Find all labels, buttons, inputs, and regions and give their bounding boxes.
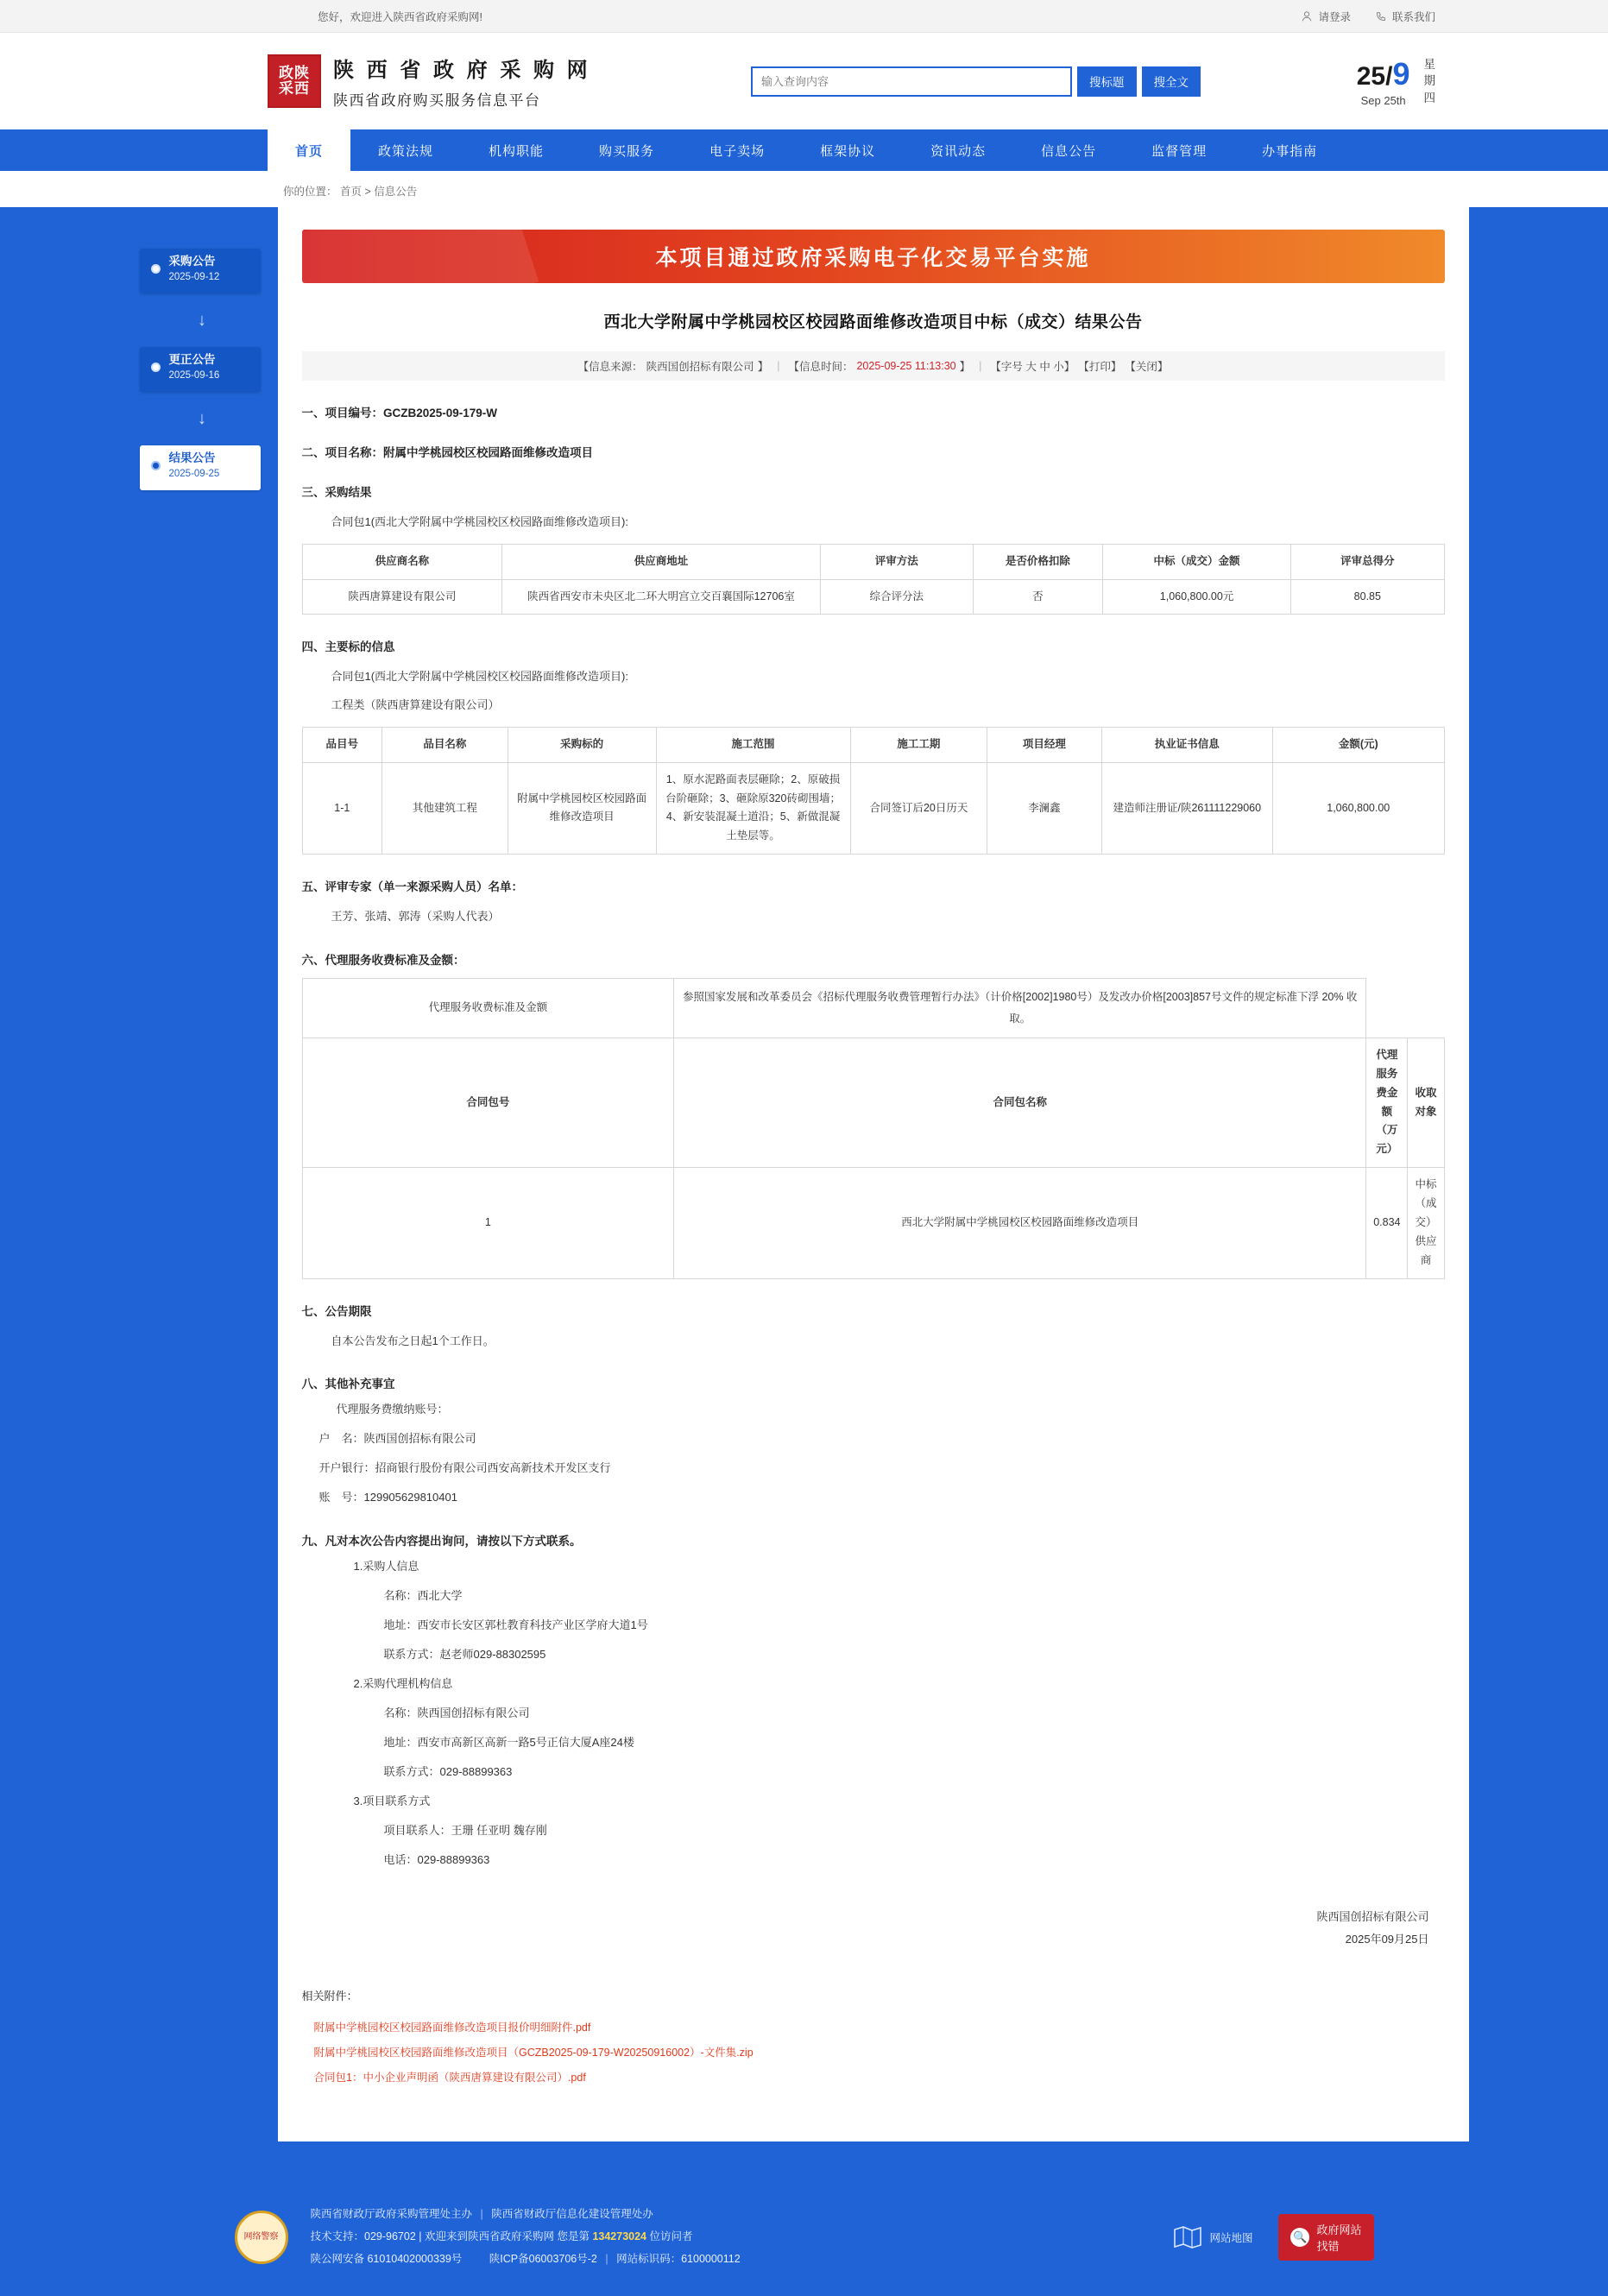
footer-org-2: 陕西省财政厅信息化建设管理处办	[491, 2208, 653, 2221]
contact-link[interactable]	[1375, 9, 1435, 24]
footer-org-1: 陕西省财政厅政府采购管理处主办	[310, 2208, 473, 2221]
footer-police-record[interactable]: 陕公网安备 61010402000339号	[310, 2252, 463, 2265]
phone-icon	[1375, 10, 1387, 22]
table-header-row	[302, 727, 1444, 762]
nav-item-functions[interactable]: 机构职能	[489, 143, 545, 159]
police-badge-icon	[235, 2211, 288, 2264]
footer-inner	[140, 2204, 1469, 2270]
supplementary-line-4: 账 号：129905629810401	[318, 1491, 457, 1504]
footer-site-code: 网站标识码：6100000112	[616, 2252, 741, 2265]
timeline-item-purchase[interactable]	[140, 249, 261, 293]
section-main-items: 四、主要标的信息	[301, 640, 395, 654]
date-month: 9	[1392, 55, 1410, 91]
gov-error-report-label: 政府网站 找错	[1316, 2223, 1362, 2253]
footer-line-3: 陕公网安备 61010402000339号 陕ICP备06003706号-2 | 网站标识码：6100000112	[310, 2252, 741, 2265]
nav-item-guide[interactable]: 办事指南	[1262, 143, 1318, 159]
supplementary-line-2: 户 名：陕西国创招标有限公司	[318, 1432, 476, 1446]
site-footer	[0, 2181, 1608, 2296]
signature-date: 2025年09月25日	[1345, 1933, 1429, 1946]
logo-text	[333, 53, 591, 110]
footer-actions	[1173, 2214, 1373, 2261]
th-price-deduction: 是否价格扣除	[973, 544, 1102, 579]
inquiry-group-3-line-2: 电话：029-88899363	[383, 1853, 490, 1867]
th-construction-period: 施工工期	[850, 727, 987, 762]
user-icon	[1301, 10, 1313, 22]
timeline-arrow-icon: ↓	[198, 408, 206, 428]
cell-fee-standard-text: 参照国家发展和改革委员会《招标代理服务收费管理暂行办法》（计价格[2002]1980号）及发改办价格[2003]857号文件的规定标准下浮 20% 收取。	[674, 978, 1366, 1038]
inquiry-group-1-line-3: 联系方式：赵老师029-88302595	[383, 1648, 546, 1662]
timeline-item-title: 更正公告	[168, 353, 216, 366]
date-widget	[1357, 56, 1435, 107]
result-table	[302, 544, 1445, 615]
section-project-name: 二、项目名称：附属中学桃园校区校园路面维修改造项目	[301, 446, 593, 459]
site-header	[0, 33, 1608, 129]
top-bar-actions	[1301, 9, 1435, 24]
nav-item-emarket[interactable]: 电子卖场	[709, 143, 766, 159]
search-fulltext-button[interactable]: 搜全文	[1142, 66, 1201, 97]
th-review-method: 评审方法	[820, 544, 973, 579]
th-award-amount: 中标（成交）金额	[1102, 544, 1290, 579]
nav-item-news[interactable]: 资讯动态	[930, 143, 987, 159]
timeline-arrow-icon: ↓	[198, 310, 206, 330]
nav-item-home[interactable]: 首页	[268, 129, 350, 171]
timeline-dot-icon	[151, 363, 161, 372]
cell-fee-standard-label: 代理服务收费标准及金额	[302, 978, 674, 1038]
cell-item-no: 1-1	[302, 762, 382, 855]
th-supplier-name: 供应商名称	[302, 544, 502, 579]
nav-item-purchase-service[interactable]: 购买服务	[599, 143, 655, 159]
th-package-no: 合同包号	[302, 1038, 674, 1167]
meta-source-label: 【信息来源：	[577, 361, 643, 373]
meta-source-end: 】	[757, 361, 769, 373]
meta-source: 陕西国创招标有限公司	[646, 361, 754, 373]
timeline-dot-icon	[151, 264, 161, 274]
nav-item-supervision[interactable]: 监督管理	[1151, 143, 1208, 159]
cell-package-no: 1	[302, 1168, 674, 1278]
cell-award-amount: 1,060,800.00元	[1102, 579, 1290, 615]
inquiry-group-2-line-1: 名称：陕西国创招标有限公司	[383, 1706, 530, 1720]
inquiry-group-1-line-2: 地址：西安市长安区郭杜教育科技产业区学府大道1号	[383, 1618, 648, 1632]
th-supplier-address: 供应商地址	[502, 544, 820, 579]
timeline-item-date: 2025-09-25	[168, 469, 220, 480]
site-map-link[interactable]	[1173, 2224, 1252, 2250]
footer-sep: |	[480, 2208, 483, 2221]
timeline-item-date: 2025-09-12	[168, 272, 220, 283]
attachments-title: 相关附件：	[301, 1990, 358, 2003]
signature-org: 陕西国创招标有限公司	[1316, 1910, 1429, 1924]
footer-visit-suffix: 位访问者	[649, 2230, 693, 2243]
meta-time: 2025-09-25 11:13:30	[856, 360, 956, 372]
th-certificate-info: 执业证书信息	[1101, 727, 1272, 762]
cell-total-score: 80.85	[1291, 579, 1444, 615]
login-link[interactable]	[1301, 9, 1351, 24]
breadcrumb-separator: >	[364, 186, 375, 198]
login-label: 请登录	[1318, 10, 1351, 23]
inquiry-group-1-line-1: 名称：西北大学	[383, 1589, 463, 1603]
result-package-label: 合同包1(西北大学附属中学桃园校区校园路面维修改造项目):	[331, 515, 629, 528]
site-map-label: 网站地图	[1209, 2231, 1253, 2244]
table-row	[302, 1168, 1444, 1278]
announcement-timeline	[140, 207, 265, 2141]
breadcrumb-prefix: 你的位置：	[283, 186, 337, 198]
cell-review-method: 综合评分法	[820, 579, 973, 615]
font-size-control[interactable]: 【字号 大 中 小】	[990, 361, 1075, 373]
section-project-number: 一、项目编号：GCZB2025-09-179-W	[301, 407, 498, 419]
contact-label: 联系我们	[1391, 10, 1435, 23]
inquiry-group-2-line-2: 地址：西安市高新区高新一路5号正信大厦A座24楼	[383, 1736, 634, 1750]
weekday-label: 星 期 四	[1423, 57, 1435, 104]
experts-body: 王芳、张靖、郭涛（采购人代表）	[331, 910, 500, 924]
table-row	[302, 762, 1444, 855]
meta-time-end: 】	[959, 361, 971, 373]
footer-icp[interactable]: 陕ICP备06003706号-2	[489, 2252, 597, 2265]
inquiry-group-3-head: 3.项目联系方式	[353, 1795, 431, 1808]
search-title-button[interactable]: 搜标题	[1077, 66, 1137, 97]
cell-fee-payer: 中标（成交）供应商	[1408, 1168, 1444, 1278]
cell-item-name: 其他建筑工程	[382, 762, 508, 855]
notice-period-body: 自本公告发布之日起1个工作日。	[331, 1334, 495, 1347]
th-fee-payer: 收取对象	[1408, 1038, 1444, 1167]
date-english: Sep 25th	[1360, 93, 1406, 107]
meta-time-label: 【信息时间：	[788, 361, 854, 373]
th-project-manager: 项目经理	[987, 727, 1101, 762]
page-title: 西北大学附属中学桃园校区校园路面维修改造项目中标（成交）结果公告	[603, 313, 1143, 331]
timeline-item-title: 结果公告	[168, 451, 216, 464]
supplementary-line-3: 开户银行：招商银行股份有限公司西安高新技术开发区支行	[318, 1461, 611, 1475]
th-total-score: 评审总得分	[1291, 544, 1444, 579]
items-category-label: 工程类（陕西唐算建设有限公司）	[331, 698, 500, 712]
inquiry-group-3-line-1: 项目联系人：王珊 任亚明 魏存刚	[383, 1824, 547, 1838]
th-procurement-target: 采购标的	[508, 727, 656, 762]
section-agency-fee: 六、代理服务收费标准及金额：	[301, 953, 465, 967]
footer-visit-count: 134273024	[592, 2230, 647, 2243]
table-header-row	[302, 1038, 1444, 1167]
nav-item-policy[interactable]: 政策法规	[378, 143, 434, 159]
table-row	[302, 579, 1444, 615]
cell-construction-scope: 1、原水泥路面表层砸除；2、原破损台阶砸除；3、砸除原320砖砌围墙；4、新安装混凝土道沿；5、新做混凝土垫层等。	[656, 762, 850, 855]
th-fee-amount: 代理服务费金额（万元）	[1366, 1038, 1408, 1167]
section-result: 三、采购结果	[301, 486, 372, 499]
cell-supplier-address: 陕西省西安市未央区北二环大明宫立交百襄国际12706室	[502, 579, 820, 615]
top-bar	[0, 0, 1608, 33]
content-inner	[140, 207, 1469, 2141]
welcome-text: 您好，欢迎进入陕西省政府采购网!	[318, 10, 482, 23]
timeline-item-result[interactable]	[140, 445, 261, 490]
logo-mark-line2: 采西	[279, 80, 310, 97]
cell-certificate-info: 建造师注册证/陕261111229060	[1101, 762, 1272, 855]
supplementary-line-1: 代理服务费缴纳账号：	[336, 1403, 449, 1416]
attachment-link-3[interactable]: 合同包1：中小企业声明函（陕西唐算建设有限公司）.pdf	[313, 2071, 586, 2084]
content-wrapper	[0, 207, 1608, 2181]
section-notice-period: 七、公告期限	[301, 1304, 372, 1318]
cell-project-manager: 李澜鑫	[987, 762, 1101, 855]
th-package-name: 合同包名称	[674, 1038, 1366, 1167]
map-icon	[1173, 2224, 1202, 2250]
nav-item-framework[interactable]: 框架协议	[820, 143, 876, 159]
breadcrumb	[0, 171, 1608, 207]
timeline-item-date: 2025-09-16	[168, 370, 220, 382]
close-button[interactable]: 【关闭】	[1125, 361, 1169, 373]
magnifier-icon: 🔍	[1290, 2228, 1309, 2247]
signature-block	[302, 1906, 1445, 1951]
search-area	[751, 66, 1201, 97]
cell-construction-period: 合同签订后20日历天	[850, 762, 987, 855]
gov-error-report-button[interactable]	[1278, 2214, 1373, 2261]
cell-price-deduction: 否	[973, 579, 1102, 615]
footer-line-1	[311, 2204, 741, 2226]
article-meta: 【信息来源： 陕西国创招标有限公司 】 | 【信息时间： 2025-09-25 11:13:30 】 | 【字号 大 中 小】 【打印】 【关闭】	[302, 351, 1445, 381]
date-numeric: 25/9	[1356, 55, 1410, 91]
th-construction-scope: 施工范围	[656, 727, 850, 762]
article-panel	[278, 207, 1469, 2141]
footer-text	[311, 2204, 741, 2270]
site-logo[interactable]	[268, 53, 699, 110]
timeline-item-title: 采购公告	[168, 255, 216, 268]
section-inquiry: 九、凡对本次公告内容提出询问，请按以下方式联系。	[301, 1535, 582, 1549]
inquiry-group-2-line-3: 联系方式：029-88899363	[383, 1765, 513, 1779]
items-package-label: 合同包1(西北大学附属中学桃园校区校园路面维修改造项目):	[331, 670, 629, 684]
site-subtitle: 陕西省政府购买服务信息平台	[333, 92, 541, 109]
section-supplementary: 八、其他补充事宜	[301, 1378, 395, 1391]
table-header-row	[302, 544, 1444, 579]
main-nav	[0, 129, 1608, 171]
th-amount: 金额(元)	[1273, 727, 1445, 762]
platform-banner: 本项目通过政府采购电子化交易平台实施	[302, 230, 1445, 283]
date-day: 25	[1356, 61, 1386, 91]
logo-mark	[268, 54, 321, 108]
police-badge-label: 网络警察	[243, 2231, 279, 2242]
inquiry-group-1-head: 1.采购人信息	[353, 1560, 419, 1574]
section-experts: 五、评审专家（单一来源采购人员）名单：	[301, 880, 523, 894]
inquiry-group-2-head: 2.采购代理机构信息	[353, 1677, 453, 1691]
print-button[interactable]: 【打印】	[1078, 361, 1122, 373]
main-items-table	[302, 727, 1445, 855]
cell-supplier-name: 陕西唐算建设有限公司	[302, 579, 502, 615]
logo-mark-line1: 政陕	[279, 65, 310, 82]
search-input[interactable]	[751, 66, 1072, 97]
cell-procurement-target: 附属中学桃园校区校园路面维修改造项目	[508, 762, 656, 855]
timeline-dot-icon	[151, 461, 161, 470]
nav-item-announcements[interactable]: 信息公告	[1041, 143, 1097, 159]
cell-fee-amount: 0.834	[1366, 1168, 1408, 1278]
th-item-name: 品目名称	[382, 727, 508, 762]
breadcrumb-current: 信息公告	[374, 186, 418, 198]
site-name: 陕 西 省 政 府 采 购 网	[333, 59, 591, 82]
breadcrumb-home[interactable]: 首页	[340, 186, 363, 198]
table-row	[302, 978, 1444, 1038]
timeline-item-correction[interactable]	[140, 347, 261, 392]
th-item-no: 品目号	[302, 727, 382, 762]
footer-line-2	[311, 2226, 741, 2249]
agency-fee-table	[302, 978, 1445, 1279]
cell-amount: 1,060,800.00	[1273, 762, 1445, 855]
attachment-link-1[interactable]: 附属中学桃园校区校园路面维修改造项目报价明细附件.pdf	[313, 2022, 591, 2034]
attachment-link-2[interactable]: 附属中学桃园校区校园路面维修改造项目（GCZB2025-09-179-W20250916002）-文件集.zip	[313, 2046, 754, 2059]
footer-support: 技术支持：029-96702 | 欢迎来到陕西省政府采购网 您是第	[310, 2230, 590, 2243]
cell-package-name: 西北大学附属中学桃园校区校园路面维修改造项目	[674, 1168, 1366, 1278]
attachments-list	[314, 2015, 1445, 2090]
